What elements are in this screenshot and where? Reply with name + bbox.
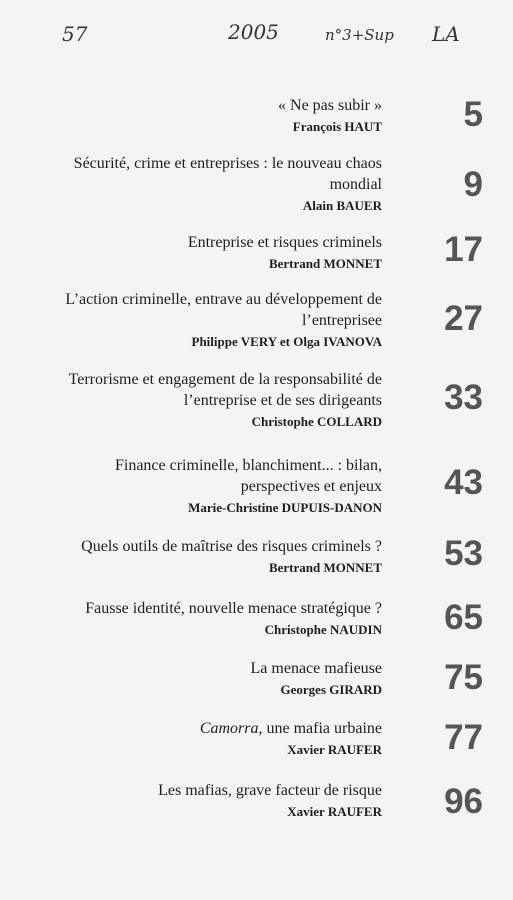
toc-entry (20, 780, 495, 840)
entry-author: Bertrand MONNET (268, 560, 382, 575)
toc-entry (20, 658, 495, 718)
toc-entry (20, 289, 495, 349)
entry-title-rest: , une mafia urbaine (258, 720, 382, 737)
handwritten-year: 2005 (228, 20, 279, 44)
entry-page-number: 17 (444, 230, 483, 269)
entry-author: Christophe COLLARD (251, 414, 382, 429)
entry-page-number: 33 (444, 378, 483, 417)
entry-title-italic: Camorra (199, 720, 259, 737)
entry-title (32, 718, 382, 739)
entry-author: Marie-Christine DUPUIS-DANON (188, 500, 382, 515)
entry-page-number: 5 (463, 95, 483, 134)
entry-page-number: 27 (444, 299, 483, 338)
toc-entry (20, 598, 495, 658)
entry-author: Christophe NAUDIN (264, 622, 382, 637)
entry-author: Alain BAUER (302, 198, 382, 213)
entry-page-number: 75 (444, 658, 483, 697)
entry-page-number: 65 (444, 598, 483, 637)
entry-title: Entreprise et risques criminels (187, 234, 382, 251)
entry-page-number: 43 (444, 463, 483, 502)
entry-page-number: 96 (444, 782, 483, 821)
entry-title: Fausse identité, nouvelle menace stratégique ? (85, 600, 382, 617)
entry-title: Sécurité, crime et entreprises : le nouveau chaos mondial (73, 155, 382, 193)
entry-title: L’action criminelle, entrave au développement de l’entreprisee (65, 291, 382, 329)
toc-entry (20, 455, 495, 515)
entry-title: Finance criminelle, blanchiment... : bilan, perspectives et enjeux (114, 457, 382, 495)
handwritten-initials: LA (432, 22, 460, 46)
entry-title: Terrorisme et engagement de la responsabilité de l’entreprise et de ses dirigeants (68, 371, 382, 409)
entry-title: La menace mafieuse (250, 660, 382, 677)
entry-title: « Ne pas subir » (278, 97, 382, 114)
toc-entry (20, 718, 495, 778)
entry-title: Quels outils de maîtrise des risques criminels ? (81, 538, 382, 555)
entry-page-number: 77 (444, 718, 483, 757)
handwritten-issue: n°3+Sup (325, 26, 394, 44)
toc-entry (20, 153, 495, 213)
toc-entry (20, 95, 495, 155)
handwritten-ref: 57 (62, 22, 88, 46)
entry-author: Georges GIRARD (280, 682, 382, 697)
entry-page-number: 53 (444, 534, 483, 573)
entry-title: Les mafias, grave facteur de risque (158, 782, 382, 799)
entry-author: Xavier RAUFER (287, 804, 382, 819)
entry-author: Xavier RAUFER (287, 742, 382, 757)
toc-entry (20, 369, 495, 429)
entry-page-number: 9 (463, 165, 483, 204)
entry-author: François HAUT (292, 119, 382, 134)
entry-author: Philippe VERY et Olga IVANOVA (191, 334, 382, 349)
toc-entry (20, 536, 495, 596)
toc-entry (20, 232, 495, 292)
entry-author: Bertrand MONNET (268, 256, 382, 271)
